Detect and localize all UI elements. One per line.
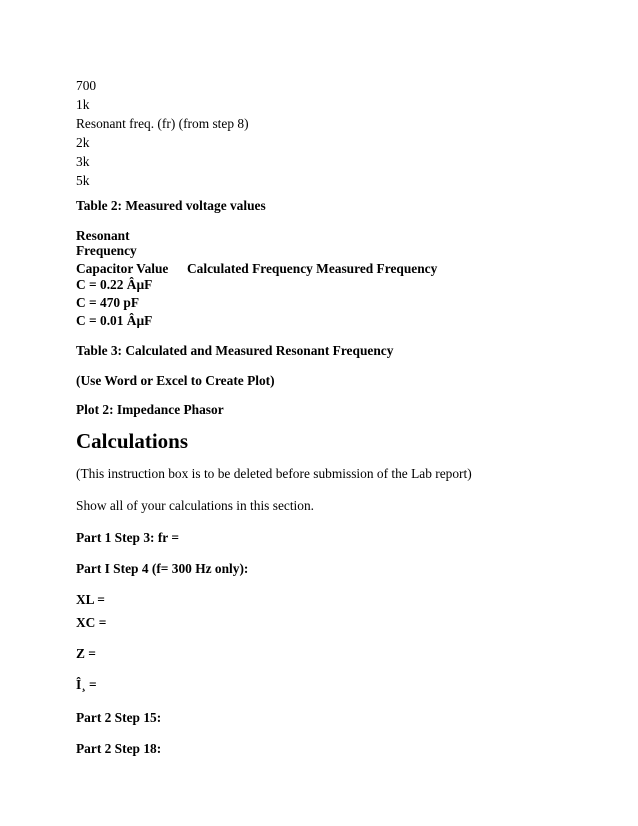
calc-item: Z = [76, 646, 96, 661]
table3-header-line1: Resonant [76, 228, 130, 243]
show-all-text: Show all of your calculations in this section. [76, 498, 315, 513]
table3-caption: Table 3: Calculated and Measured Resonant Frequency [76, 343, 394, 358]
freq-item: 700 [76, 78, 97, 93]
instruction-text: (This instruction box is to be deleted before submission of the Lab report) [76, 466, 472, 481]
freq-item: 2k [76, 135, 90, 150]
calc-item: Part 1 Step 3: fr = [76, 530, 179, 545]
table3-row: C = 0.01 ÂµF [76, 313, 153, 328]
freq-item: Resonant freq. (fr) (from step 8) [76, 116, 249, 131]
table3-header-capacitor: Capacitor Value [76, 261, 169, 276]
calc-item: XL = [76, 592, 105, 607]
calc-item: XC = [76, 615, 107, 630]
table3-row: C = 0.22 ÂµF [76, 277, 153, 292]
freq-item: 3k [76, 154, 90, 169]
table3-header-line2: Frequency [76, 243, 137, 258]
table3-header-frequencies: Calculated Frequency Measured Frequency [187, 261, 438, 276]
calculations-heading: Calculations [76, 429, 189, 453]
plot-caption: Plot 2: Impedance Phasor [76, 402, 224, 417]
calc-item: Part I Step 4 (f= 300 Hz only): [76, 561, 249, 576]
calc-item: Î¸ = [76, 677, 97, 692]
table2-caption: Table 2: Measured voltage values [76, 198, 266, 213]
calc-item: Part 2 Step 15: [76, 710, 162, 725]
table3-row: C = 470 pF [76, 295, 140, 310]
freq-item: 1k [76, 97, 90, 112]
plot-note: (Use Word or Excel to Create Plot) [76, 373, 275, 388]
freq-item: 5k [76, 173, 90, 188]
calc-item: Part 2 Step 18: [76, 741, 162, 756]
